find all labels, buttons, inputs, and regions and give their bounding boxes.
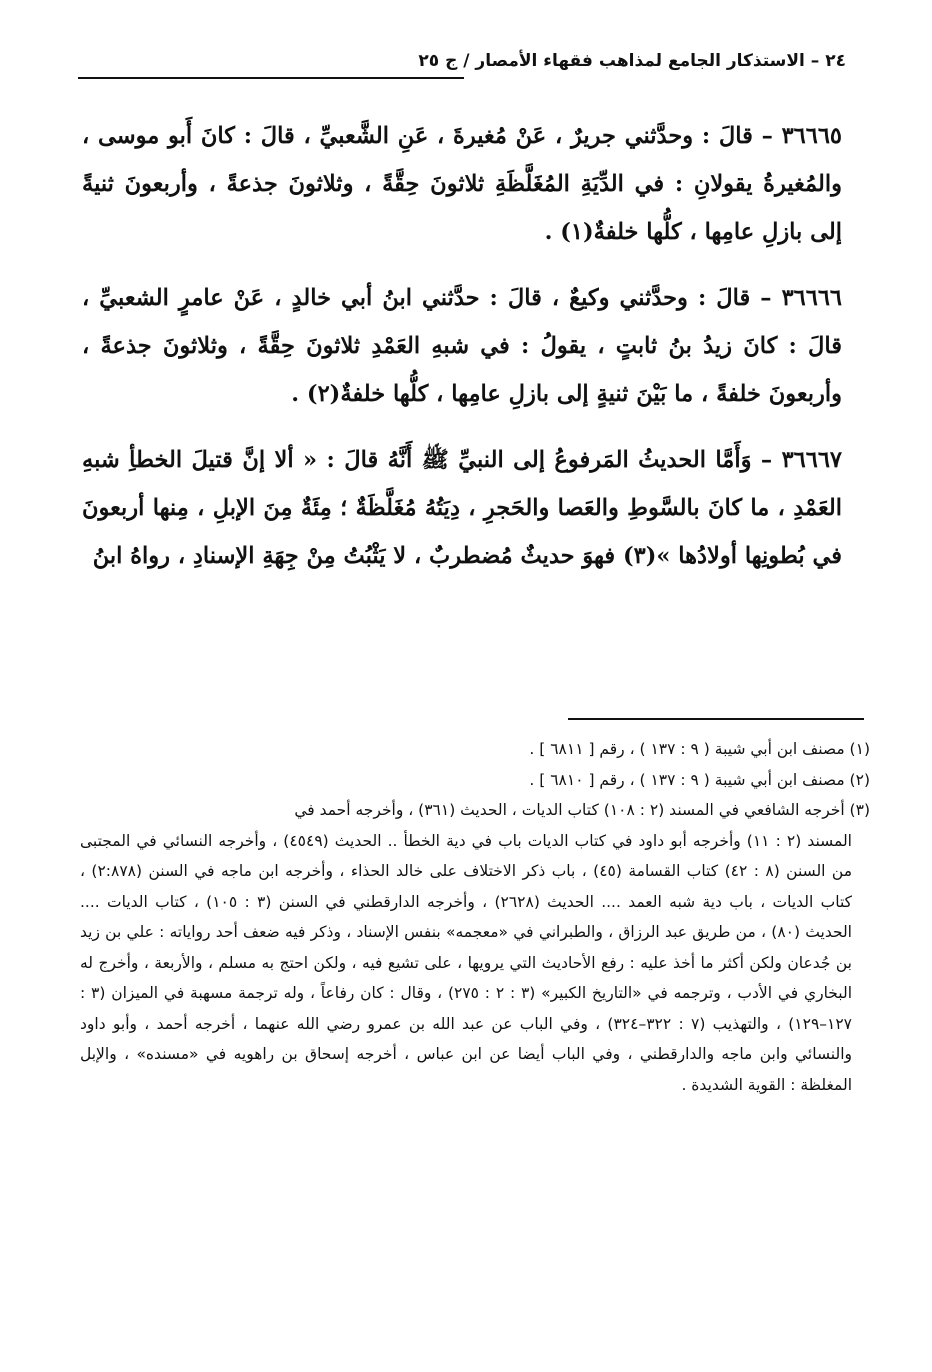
header-rule [78, 77, 464, 79]
footnote-3-first-line: (٣) أخرجه الشافعي في المسند (٢ : ١٠٨) كتاب الديات ، الحديث (٣٦١) ، وأخرجه أحمد في [294, 801, 870, 819]
footnote-3-continuation: المسند (٢ : ١١) وأخرجه أبو داود في كتاب الديات باب في دية الخطأ .. الحديث (٤٥٤٩) ، وأخرجه النسائي في المجتبى من السنن (٨ : ٤٢) كتاب القسامة (٤٥) ، باب ذكر الاختلاف على خالد الحذاء ، وأخرجه ابن ماجه في السنن (٢:٨٧٨) ، كتاب الديات ، باب دية شبه العمد .... الحديث (٢٦٢٨) ، وأخرجه الدارقطني في السنن (٣ : ١٠٥) ، كتاب الديات .... الحديث (٨٠) ، من طريق عبد الرزاق ، والطبراني في «معجمه» بنفس الإسناد ، وذكر فيه ضعف أحد رواياته : علي بن زيد بن جُدعان ولكن أكثر ما أخذ عليه : رفع الأحاديث التي يرويها ، على تشيع فيه ، ولكن احتج به مسلم ، والأربعة ، وأخرج له البخاري في الأدب ، وترجمه في «التاريخ الكبير» (٣ : ٢ : ٢٧٥) ، وقال : كان رفاعاً ، وله ترجمة مسهبة في الميزان (٣ : ١٢٧–١٢٩) ، والتهذيب (٧ : ٣٢٢–٣٢٤) ، وفي الباب عن عبد الله بن عمرو رضي الله عنهما ، أخرجه أحمد ، وأبو داود والنسائي وابن ماجه والدارقطني ، وفي الباب أيضا عن ابن عباس ، أخرجه إسحاق بن راهويه في «مسنده» ، والإبل المغلظة : القوية الشديدة . [80, 831, 853, 1094]
footnote-1: (١) مصنف ابن أبي شيبة ( ٩ : ١٣٧ ) ، رقم [ ٦٨١١ ] . [529, 740, 870, 758]
footnote-3 [80, 795, 870, 1100]
paragraph-36667: ٣٦٦٦٧ – وَأَمَّا الحديثُ المَرفوعُ إلى النبيِّ ﷺ أَنَّهُ قالَ : « ألا إنَّ قتيلَ الخطأِ شبهِ العَمْدِ ، ما كانَ بالسَّوطِ والعَصا والحَجرِ ، دِيَتُهُ مُغَلَّظَةٌ ؛ مِئَةٌ مِنَ الإبلِ ، مِنها أربعونَ في بُطونِها أولادُها »(٣) فهوَ حديثٌ مُضطربٌ ، لا يَثْبُتُ مِنْ جِهَةِ الإسنادِ ، رواهُ ابنُ [82, 447, 842, 569]
footnote-rule [568, 718, 864, 720]
footnotes [80, 734, 870, 1100]
paragraph-36665: ٣٦٦٦٥ – قالَ : وحدَّثني جريرٌ ، عَنْ مُغيرةَ ، عَنِ الشَّعبيِّ ، قالَ : كانَ أَبو موسى ، والمُغيرةُ يقولانِ : في الدِّيَةِ المُغَلَّظَةِ ثلاثونَ حِقَّةً ، وثلاثونَ جذعةً ، وأربعونَ ثنيةً إلى بازلِ عامِها ، كلُّها خلفةٌ(١) . [82, 123, 842, 245]
running-head: ٢٤ – الاستذكار الجامع لمذاهب فقهاء الأمصار / ج ٢٥ [418, 51, 846, 71]
footnote-2: (٢) مصنف ابن أبي شيبة ( ٩ : ١٣٧ ) ، رقم [ ٦٨١٠ ] . [529, 770, 870, 789]
paragraph-36666: ٣٦٦٦٦ – قالَ : وحدَّثني وكيعٌ ، قالَ : حدَّثني ابنُ أبي خالدٍ ، عَنْ عامرٍ الشعبيِّ ، قالَ : كانَ زيدُ بنُ ثابتٍ ، يقولُ : في شبهِ العَمْدِ ثلاثونَ حِقَّةً ، وثلاثونَ جذعةً ، وأربعونَ خلفةً ، ما بَيْنَ ثنيةٍ إلى بازلِ عامِها ، كلُّها خلفةٌ(٢) . [82, 285, 842, 407]
main-text [82, 112, 842, 598]
